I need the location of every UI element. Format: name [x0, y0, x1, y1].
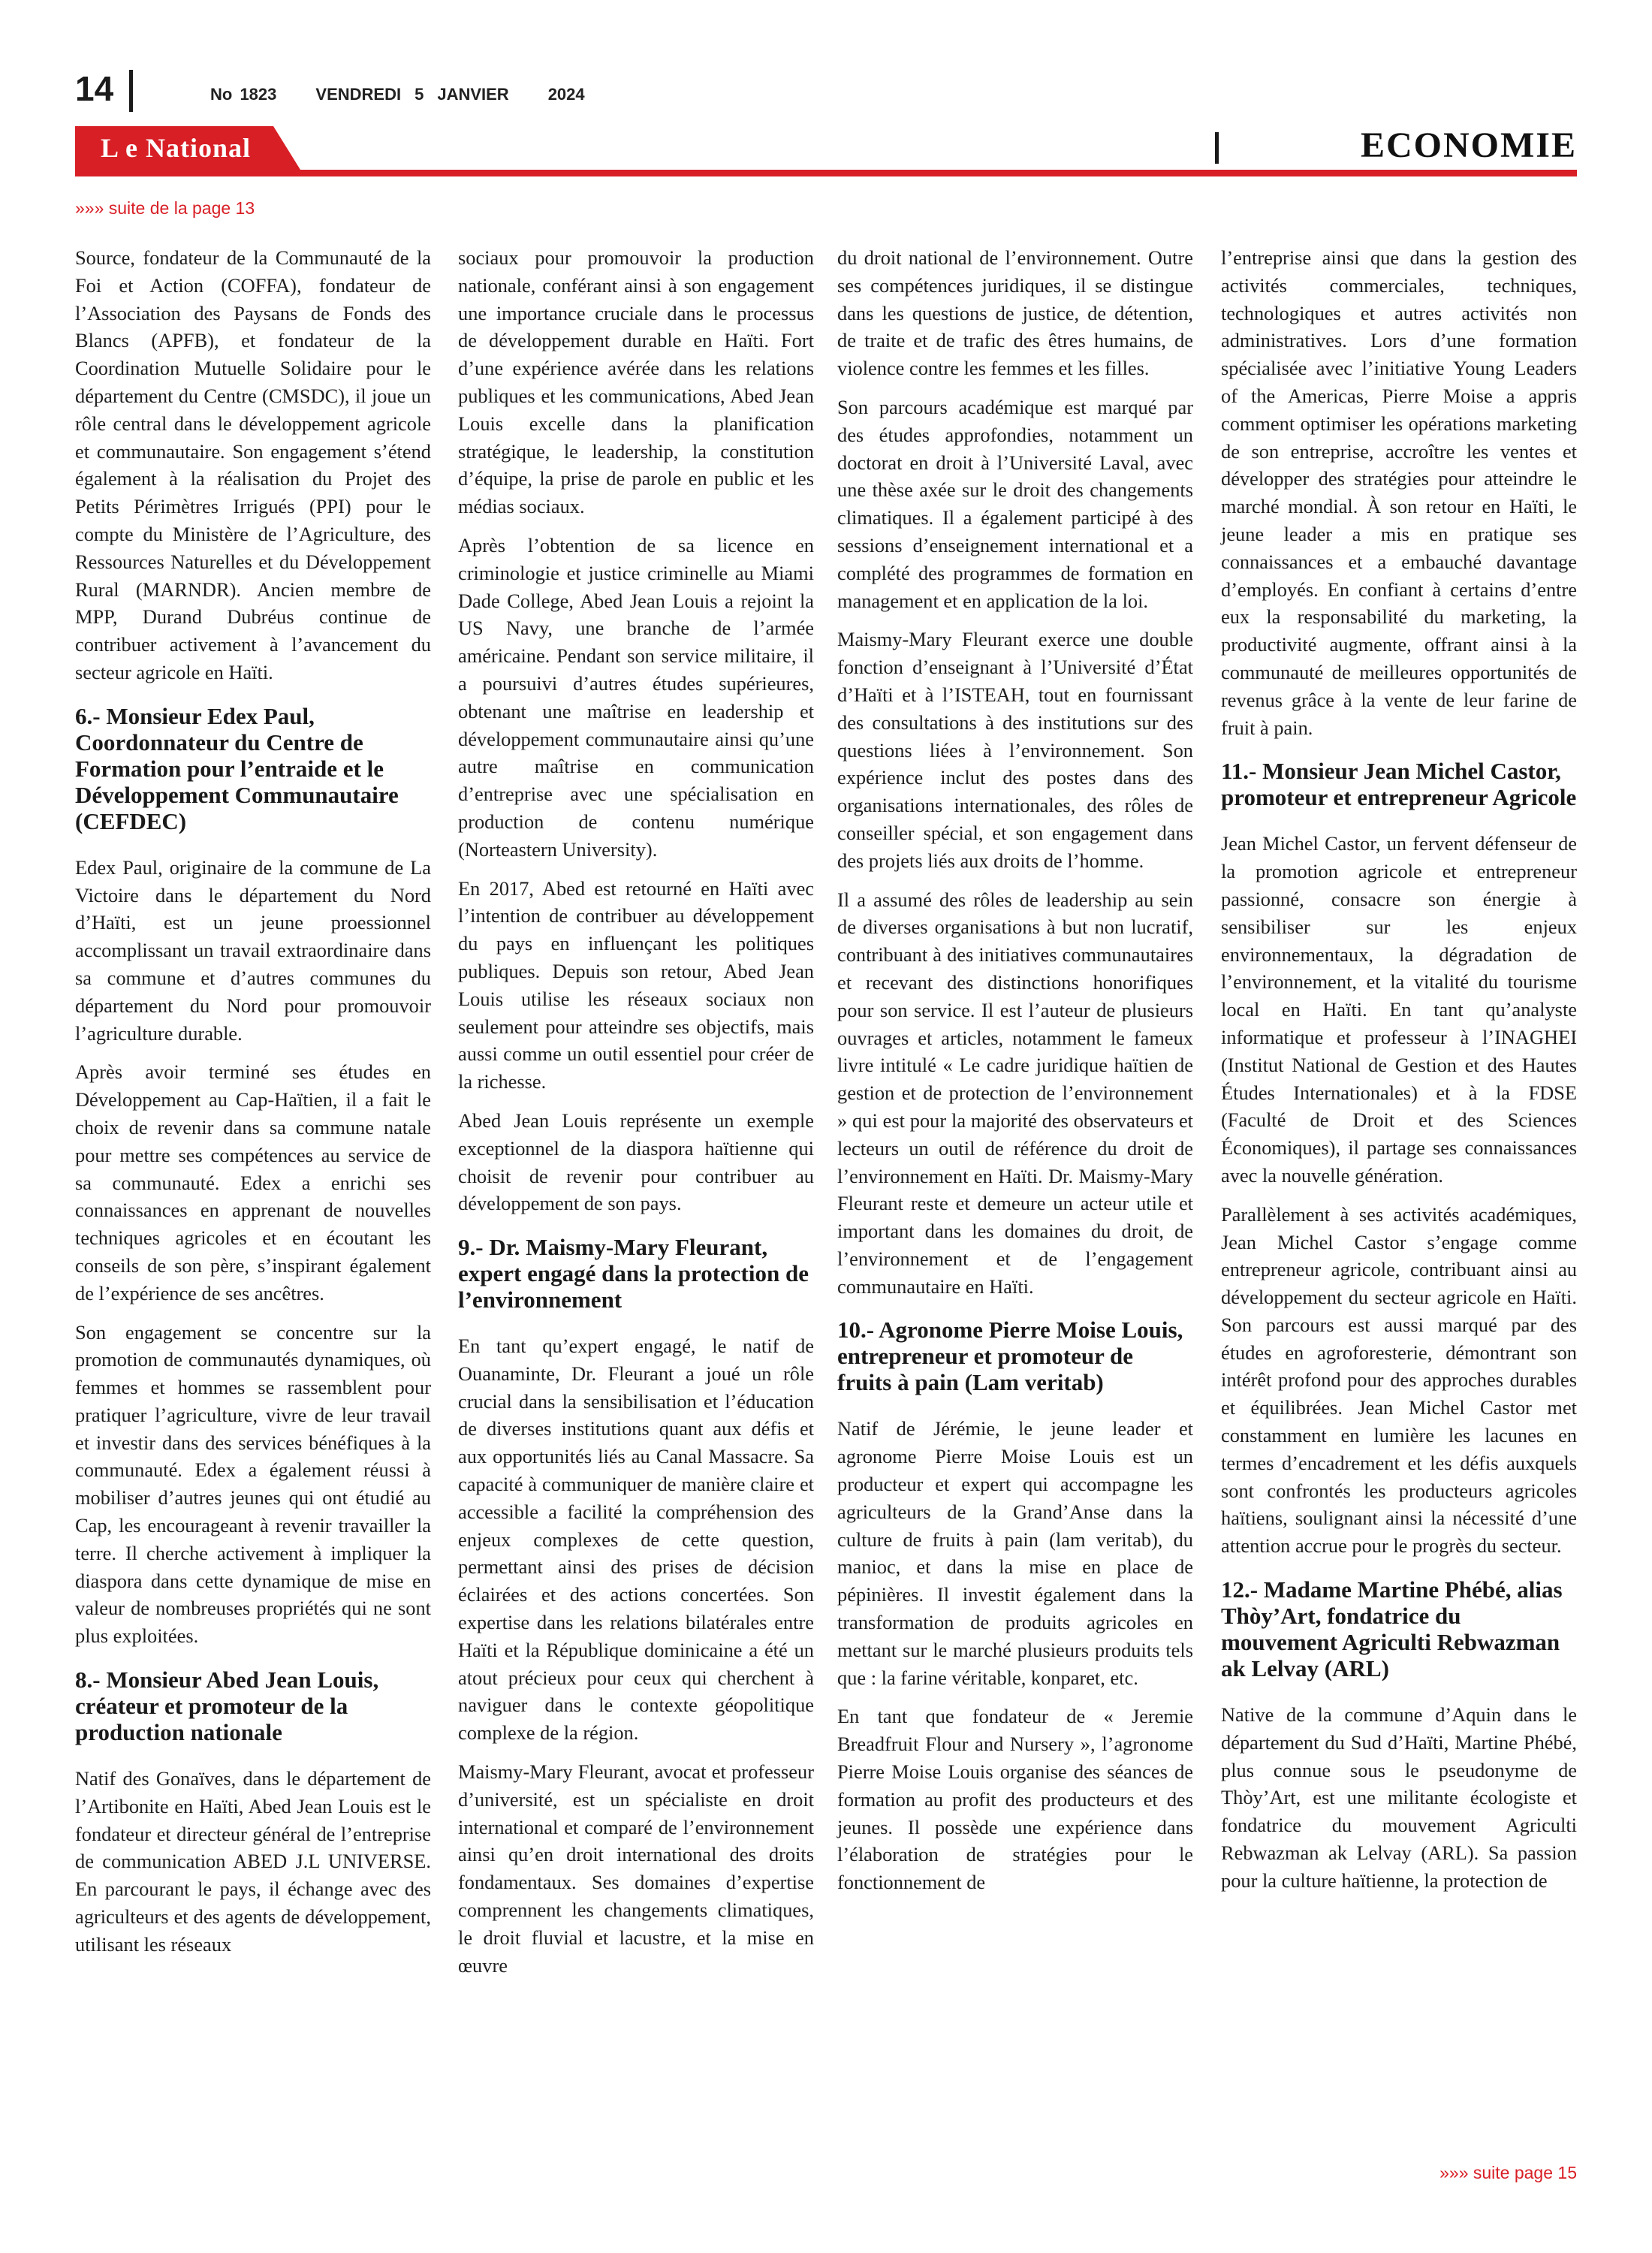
- paragraph: Son parcours académique est marqué par des études approfondies, notamment un doctorat en droit à l’Université Laval, avec une thèse axée sur le droit des changements climatiques. Il a également participé à des sessions d’enseignement international et a complété des programmes de formation en management et en application de la loi.: [837, 395, 1193, 612]
- paragraph: Edex Paul, originaire de la commune de La Victoire dans le département du Nord d’Haïti, est un jeune proessionnel accomplissant un travail extraordinaire dans sa commune et d’autres communes du département du Nord pour promouvoir l’agriculture durable.: [75, 855, 431, 1045]
- paragraph: Après avoir terminé ses études en Développement au Cap-Haïtien, il a fait le choix de revenir dans sa commune natale pour mettre ses compétences au service de sa communauté. Edex a enrichi ses connaissances en apprenant de nouvelles techniques agricoles et en écoutant les conseils de son père, s’inspirant également de l’expérience de ses ancêtres.: [75, 1060, 431, 1304]
- paragraph: Après l’obtention de sa licence en criminologie et justice criminelle au Miami Dade College, Abed Jean Louis a rejoint la US Navy, une branche de l’armée américaine. Pendant son service militaire, il a poursuivi d’autres études supérieures, obtenant une maîtrise en leadership et développement communautaire ainsi qu’une autre maîtrise en communication d’entreprise avec une spécialisation en production de contenu numérique (Norteastern University).: [458, 533, 814, 861]
- paragraph: l’entreprise ainsi que dans la gestion des activités commerciales, techniques, technologiques et autres activités non administratives. Lors d’une formation spécialisée avec l’initiative Young Leaders of the Americas, Pierre Moise a appris comment optimiser les opérations marketing de son entreprise, accroître les ventes et développer des stratégies pour atteindre le marché mondial. À son retour en Haïti, le jeune leader a mis en pratique ses connaissances et a embauché davantage d’employés. En confiant à certains d’entre eux la responsabilité du marketing, la productivité augmente, offrant ainsi à la communauté de meilleures opportunités de revenus grâce à la vente de leur farine de fruit à pain.: [1221, 246, 1577, 739]
- issue-year: 2024: [547, 85, 585, 104]
- paragraph: sociaux pour promouvoir la production nationale, conférant ainsi à son engagement une importance cruciale dans le processus de développement durable en Haïti. Fort d’une expérience avérée dans les relations publiques et les communications, Abed Jean Louis excelle dans la planification stratégique, le leadership, la constitution d’équipe, la prise de parole en public et les médias sociaux.: [458, 246, 814, 518]
- paragraph: Abed Jean Louis représente un exemple exceptionnel de la diaspora haïtienne qui choisit de revenir pour contribuer au développement de son pays.: [458, 1108, 814, 1215]
- paragraph: En 2017, Abed est retourné en Haïti avec l’intention de contribuer au développement du pays en influençant les politiques publiques. Depuis son retour, Abed Jean Louis utilise les réseaux sociaux non seulement pour atteindre ses objectifs, mais aussi comme un outil essentiel pour créer de la richesse.: [458, 876, 814, 1093]
- page-number: 14: [75, 69, 114, 108]
- issue-line: [210, 85, 624, 104]
- issue-number: No 1823: [210, 85, 277, 104]
- paragraph: Jean Michel Castor, un fervent défenseur de la promotion agricole et entrepreneur passionné, consacre son énergie à sensibiliser sur les enjeux environnementaux, la dégradation de l’environnement, et la vitalité du tourisme local en Haïti. En tant qu’analyste informatique et professeur à l’INAGHEI (Institut National de Gestion et des Hautes Études Internationales) et à la FDSE (Faculté de Droit et des Sciences Économiques), il partage ses connaissances avec la nouvelle génération.: [1221, 832, 1577, 1187]
- article-column-4: [1221, 244, 1577, 1906]
- article-column-3: [837, 244, 1193, 1908]
- continued-from: »»» suite de la page 13: [75, 198, 255, 218]
- section-title: ECONOMIE: [1360, 125, 1577, 165]
- paragraph: En tant que fondateur de « Jeremie Breadfruit Flour and Nursery », l’agronome Pierre Moise Louis organise des séances de formation au profit des producteurs et des jeunes. Il possède une expérience dans l’élaboration de stratégies pour le fonctionnement de: [837, 1705, 1193, 1894]
- paragraph: du droit national de l’environnement. Outre ses compétences juridiques, il se distingue dans les questions de justice, de détention, de traite et de trafic des êtres humains, de violence contre les femmes et les filles.: [837, 246, 1193, 380]
- section-heading: 9.- Dr. Maismy-Mary Fleurant, expert engagé dans la protection de l’environnement: [458, 1234, 809, 1313]
- paragraph: Maismy-Mary Fleurant exerce une double fonction d’enseignant à l’Université d’État d’Haïti et à l’ISTEAH, tout en fournissant des consultations à des institutions sur des questions liées à l’environnement. Son expérience inclut des postes dans des organisations internationales, des rôles de conseiller spécial, et son engagement dans des projets liés aux droits de l’homme.: [837, 628, 1193, 872]
- paragraph: Natif de Jérémie, le jeune leader et agronome Pierre Moise Louis est un producteur et expert qui accompagne les agriculteurs de la Grand’Anse dans la culture de fruits à pain (lam veritab), du manioc, et dans la mise en place de pépinières. Il investit également dans la transformation de produits agricoles en mettant sur le marché plusieurs produits tels que : la farine véritable, konparet, etc.: [837, 1417, 1193, 1689]
- paragraph: Il a assumé des rôles de leadership au sein de diverses organisations à but non lucratif, contribuant à des initiatives communautaires et recevant des distinctions honorifiques pour son service. Il est l’auteur de plusieurs ouvrages et articles, notamment le fameux livre intitulé « Le cadre juridique haïtien de gestion et de protection de l’environnement » qui est pour la majorité des observateurs et lecteurs un outil de référence du droit de l’environnement en Haïti. Dr. Maismy-Mary Fleurant reste et demeure un acteur utile et important dans les domaines du droit, de l’environnement et de l’engagement communautaire en Haïti.: [837, 888, 1193, 1298]
- page-number-divider: [129, 70, 133, 112]
- brand-name: L e National: [101, 133, 252, 163]
- article-column-1: [75, 244, 431, 1970]
- paragraph: En tant qu’expert engagé, le natif de Ouanaminte, Dr. Fleurant a joué un rôle crucial dans la sensibilisation et l’éducation de diverses institutions quant aux défis et aux opportunités liés au Canal Massacre. Sa capacité à communiquer de manière claire et accessible a facilité la compréhension des enjeux complexes de cette question, permettant ainsi des prises de décision éclairées et des actions concertées. Son expertise dans les relations bilatérales entre Haïti et la République dominicaine a été un atout précieux pour ceux qui cherchent à naviguer dans le contexte géopolitique complexe de la région.: [458, 1335, 814, 1745]
- header-rule: [75, 170, 1577, 176]
- paragraph: Source, fondateur de la Communauté de la Foi et Action (COFFA), fondateur de l’Association des Paysans de Fonds des Blancs (APFB), et fondateur de la Coordination Mutuelle Solidaire pour le département du Centre (CMSDC), il joue un rôle central dans le développement agricole et communautaire. Son engagement s’étend également à la réalisation du Projet des Petits Périmètres Irrigués (PPI) pour le compte du Ministère de l’Agriculture, des Ressources Naturelles et du Développement Rural (MARNDR). Ancien membre de MPP, Durand Dubréus continue de contribuer activement à l’avancement du secteur agricole en Haïti.: [75, 246, 431, 683]
- section-heading: 6.- Monsieur Edex Paul, Coordonnateur du Centre de Formation pour l’entraide et le Développement Communautaire (CEFDEC): [75, 702, 399, 834]
- paragraph: Son engagement se concentre sur la promotion de communautés dynamiques, où femmes et hommes se rassemblent pour pratiquer l’agriculture, vivre de leur travail et investir dans des services bénéfiques à la communauté. Edex a également réussi à mobiliser d’autres jeunes qui ont étudié au Cap, les encourageant à revenir travailler la terre. Il cherche activement à impliquer la diaspora dans cette dynamique de mise en valeur de nombreuses propriétés qui ne sont plus exploitées.: [75, 1320, 431, 1648]
- paragraph: Parallèlement à ses activités académiques, Jean Michel Castor s’engage comme entrepreneur agricole, contribuant ainsi au développement du secteur agricole en Haïti. Son parcours est aussi marqué par des études en agroforesterie, démontrant son intérêt profond pour des approches durables et équilibrées. Jean Michel Castor met constamment en lumière les lacunes en termes d’encadrement et les défis auxquels sont confrontés les producteurs agricoles haïtiens, soulignant ainsi la nécessité d’une attention accrue pour le progrès du secteur.: [1221, 1202, 1577, 1558]
- paragraph: Natif des Gonaïves, dans le département de l’Artibonite en Haïti, Abed Jean Louis est le fondateur et directeur général de l’entreprise de communication ABED J.L UNIVERSE. En parcourant le pays, il échange avec des agriculteurs et des agents de développement, utilisant les réseaux: [75, 1767, 431, 1956]
- section-divider: [1215, 132, 1219, 164]
- page-header: [75, 71, 1577, 116]
- paragraph: Native de la commune d’Aquin dans le département du Sud d’Haïti, Martine Phébé, plus connue sous le pseudonyme de Thòy’Art, est une militante écologiste et fondatrice du mouvement Agriculti Rebwazman ak Lelvay (ARL). Sa passion pour la culture haïtienne, la protection de: [1221, 1703, 1577, 1892]
- section-heading: 8.- Monsieur Abed Jean Louis, créateur et promoteur de la production nationale: [75, 1666, 379, 1746]
- section-heading: 10.- Agronome Pierre Moise Louis, entrepreneur et promoteur de fruits à pain (Lam veritab): [837, 1317, 1183, 1396]
- article-column-2: [458, 244, 814, 1990]
- section-heading: 12.- Madame Martine Phébé, alias Thòy’Art, fondatrice du mouvement Agriculti Rebwazman ak Lelvay (ARL): [1221, 1576, 1563, 1682]
- continued-to: »»» suite page 15: [1439, 2163, 1577, 2182]
- issue-day: 5: [415, 85, 424, 104]
- issue-weekday: VENDREDI: [315, 85, 402, 104]
- issue-month: JANVIER: [437, 85, 509, 104]
- section-heading: 11.- Monsieur Jean Michel Castor, promoteur et entrepreneur Agricole: [1221, 758, 1577, 811]
- paragraph: Maismy-Mary Fleurant, avocat et professeur d’université, est un spécialiste en droit international et comparé de l’environnement ainsi qu’en droit international des droits fondamentaux. Ses domaines d’expertise comprennent les changements climatiques, le droit fluvial et lacustre, et la mise en œuvre: [458, 1760, 814, 1977]
